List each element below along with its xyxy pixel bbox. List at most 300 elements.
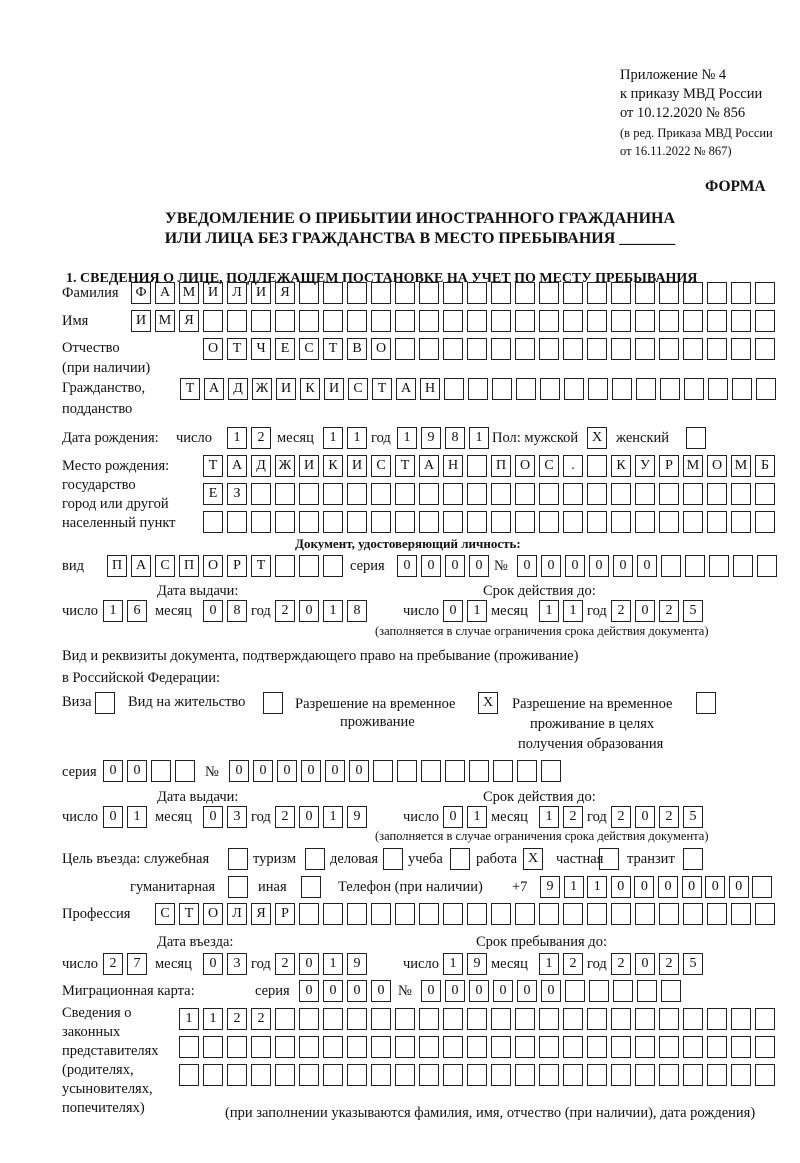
char-cell[interactable]	[541, 760, 561, 782]
char-cell[interactable]	[151, 760, 171, 782]
char-cell[interactable]: 0	[635, 806, 655, 828]
char-cell[interactable]	[755, 1036, 775, 1058]
char-cell[interactable]: 0	[253, 760, 273, 782]
char-cell[interactable]	[395, 282, 415, 304]
char-cell[interactable]: 0	[611, 876, 631, 898]
char-cell[interactable]: 2	[563, 953, 583, 975]
char-cell[interactable]	[371, 282, 391, 304]
char-cell[interactable]	[731, 282, 751, 304]
char-cell[interactable]	[227, 511, 247, 533]
char-cell[interactable]: 0	[634, 876, 654, 898]
char-cell[interactable]	[611, 338, 631, 360]
char-cell[interactable]	[301, 876, 321, 898]
char-cell[interactable]	[685, 555, 705, 577]
char-cell[interactable]	[588, 378, 608, 400]
char-cell[interactable]	[299, 555, 319, 577]
char-cell[interactable]	[443, 903, 463, 925]
char-cell[interactable]	[491, 310, 511, 332]
char-cell[interactable]: 0	[682, 876, 702, 898]
char-cell[interactable]: 0	[299, 806, 319, 828]
char-cell[interactable]: У	[635, 455, 655, 477]
char-cell[interactable]	[659, 1036, 679, 1058]
char-cell[interactable]: 0	[469, 555, 489, 577]
char-cell[interactable]	[683, 310, 703, 332]
char-cell[interactable]: О	[203, 338, 223, 360]
char-cell[interactable]	[686, 427, 706, 449]
char-cell[interactable]: 0	[613, 555, 633, 577]
char-cell[interactable]	[467, 1064, 487, 1086]
char-cell[interactable]: 0	[443, 806, 463, 828]
char-cell[interactable]	[589, 980, 609, 1002]
char-cell[interactable]	[467, 455, 487, 477]
char-cell[interactable]: 9	[467, 953, 487, 975]
char-cell[interactable]: 0	[127, 760, 147, 782]
char-cell[interactable]	[383, 848, 403, 870]
char-cell[interactable]: 1	[539, 600, 559, 622]
char-cell[interactable]: О	[515, 455, 535, 477]
char-cell[interactable]: 2	[251, 427, 271, 449]
char-cell[interactable]	[492, 378, 512, 400]
char-cell[interactable]	[613, 980, 633, 1002]
char-cell[interactable]	[467, 903, 487, 925]
char-cell[interactable]: 2	[275, 953, 295, 975]
char-cell[interactable]	[467, 1036, 487, 1058]
char-cell[interactable]	[275, 1008, 295, 1030]
char-cell[interactable]	[683, 1064, 703, 1086]
char-cell[interactable]	[635, 511, 655, 533]
char-cell[interactable]	[467, 1008, 487, 1030]
char-cell[interactable]: X	[478, 692, 498, 714]
char-cell[interactable]: И	[203, 282, 223, 304]
char-cell[interactable]: 0	[397, 555, 417, 577]
char-cell[interactable]: С	[371, 455, 391, 477]
char-cell[interactable]	[443, 1036, 463, 1058]
char-cell[interactable]	[299, 1064, 319, 1086]
char-cell[interactable]: 0	[589, 555, 609, 577]
char-cell[interactable]	[299, 1036, 319, 1058]
char-cell[interactable]: П	[491, 455, 511, 477]
char-cell[interactable]: И	[276, 378, 296, 400]
char-cell[interactable]	[175, 760, 195, 782]
char-cell[interactable]: С	[299, 338, 319, 360]
char-cell[interactable]	[491, 483, 511, 505]
char-cell[interactable]	[563, 338, 583, 360]
char-cell[interactable]	[635, 338, 655, 360]
char-cell[interactable]	[659, 282, 679, 304]
char-cell[interactable]	[683, 1036, 703, 1058]
char-cell[interactable]: 0	[541, 555, 561, 577]
char-cell[interactable]	[515, 1064, 535, 1086]
char-cell[interactable]	[587, 511, 607, 533]
char-cell[interactable]	[635, 1036, 655, 1058]
char-cell[interactable]	[443, 282, 463, 304]
char-cell[interactable]: О	[707, 455, 727, 477]
char-cell[interactable]	[347, 511, 367, 533]
char-cell[interactable]	[228, 848, 248, 870]
char-cell[interactable]	[347, 282, 367, 304]
char-cell[interactable]: 0	[635, 600, 655, 622]
char-cell[interactable]: 0	[229, 760, 249, 782]
char-cell[interactable]: Л	[227, 282, 247, 304]
char-cell[interactable]	[539, 310, 559, 332]
char-cell[interactable]	[419, 1064, 439, 1086]
char-cell[interactable]: Н	[420, 378, 440, 400]
char-cell[interactable]	[707, 310, 727, 332]
char-cell[interactable]: А	[396, 378, 416, 400]
char-cell[interactable]	[587, 903, 607, 925]
char-cell[interactable]	[755, 903, 775, 925]
char-cell[interactable]	[371, 1036, 391, 1058]
char-cell[interactable]: Р	[227, 555, 247, 577]
char-cell[interactable]	[683, 511, 703, 533]
char-cell[interactable]	[347, 903, 367, 925]
char-cell[interactable]	[611, 483, 631, 505]
char-cell[interactable]: 2	[251, 1008, 271, 1030]
char-cell[interactable]	[419, 310, 439, 332]
char-cell[interactable]	[347, 1008, 367, 1030]
char-cell[interactable]: Ж	[252, 378, 272, 400]
char-cell[interactable]: 8	[445, 427, 465, 449]
char-cell[interactable]: Л	[227, 903, 247, 925]
char-cell[interactable]	[395, 511, 415, 533]
char-cell[interactable]: 1	[587, 876, 607, 898]
char-cell[interactable]: М	[179, 282, 199, 304]
char-cell[interactable]	[563, 483, 583, 505]
char-cell[interactable]: К	[611, 455, 631, 477]
char-cell[interactable]	[565, 980, 585, 1002]
char-cell[interactable]	[443, 310, 463, 332]
char-cell[interactable]: Т	[203, 455, 223, 477]
char-cell[interactable]	[515, 483, 535, 505]
char-cell[interactable]	[305, 848, 325, 870]
char-cell[interactable]	[467, 483, 487, 505]
char-cell[interactable]	[755, 1064, 775, 1086]
char-cell[interactable]	[251, 310, 271, 332]
char-cell[interactable]: 3	[227, 953, 247, 975]
char-cell[interactable]	[731, 483, 751, 505]
char-cell[interactable]: О	[203, 903, 223, 925]
char-cell[interactable]: Р	[659, 455, 679, 477]
char-cell[interactable]: 5	[683, 806, 703, 828]
char-cell[interactable]	[755, 1008, 775, 1030]
char-cell[interactable]: Т	[251, 555, 271, 577]
char-cell[interactable]	[469, 760, 489, 782]
char-cell[interactable]: А	[155, 282, 175, 304]
char-cell[interactable]: 9	[347, 953, 367, 975]
char-cell[interactable]	[659, 338, 679, 360]
char-cell[interactable]	[563, 511, 583, 533]
char-cell[interactable]	[515, 282, 535, 304]
char-cell[interactable]	[203, 1064, 223, 1086]
char-cell[interactable]	[587, 1008, 607, 1030]
char-cell[interactable]	[587, 1036, 607, 1058]
char-cell[interactable]	[419, 282, 439, 304]
char-cell[interactable]	[491, 903, 511, 925]
char-cell[interactable]: Ж	[275, 455, 295, 477]
char-cell[interactable]	[515, 511, 535, 533]
char-cell[interactable]	[659, 903, 679, 925]
char-cell[interactable]	[421, 760, 441, 782]
char-cell[interactable]	[757, 555, 777, 577]
char-cell[interactable]: 1	[467, 600, 487, 622]
char-cell[interactable]	[395, 310, 415, 332]
char-cell[interactable]: Е	[275, 338, 295, 360]
char-cell[interactable]	[707, 511, 727, 533]
char-cell[interactable]	[611, 310, 631, 332]
char-cell[interactable]	[637, 980, 657, 1002]
char-cell[interactable]: И	[324, 378, 344, 400]
char-cell[interactable]	[443, 483, 463, 505]
char-cell[interactable]: 1	[397, 427, 417, 449]
char-cell[interactable]: 2	[611, 600, 631, 622]
char-cell[interactable]: В	[347, 338, 367, 360]
char-cell[interactable]	[515, 338, 535, 360]
char-cell[interactable]: 6	[127, 600, 147, 622]
char-cell[interactable]	[731, 1008, 751, 1030]
char-cell[interactable]	[635, 282, 655, 304]
char-cell[interactable]	[263, 692, 283, 714]
char-cell[interactable]	[323, 1036, 343, 1058]
char-cell[interactable]	[539, 483, 559, 505]
char-cell[interactable]	[445, 760, 465, 782]
char-cell[interactable]	[347, 310, 367, 332]
char-cell[interactable]	[299, 903, 319, 925]
char-cell[interactable]	[323, 310, 343, 332]
char-cell[interactable]: X	[587, 427, 607, 449]
char-cell[interactable]: С	[539, 455, 559, 477]
char-cell[interactable]	[395, 338, 415, 360]
char-cell[interactable]	[683, 848, 703, 870]
char-cell[interactable]: Т	[395, 455, 415, 477]
char-cell[interactable]	[563, 1008, 583, 1030]
char-cell[interactable]	[539, 1008, 559, 1030]
char-cell[interactable]	[539, 282, 559, 304]
char-cell[interactable]: 3	[227, 806, 247, 828]
char-cell[interactable]: 2	[611, 806, 631, 828]
char-cell[interactable]	[203, 511, 223, 533]
char-cell[interactable]: О	[371, 338, 391, 360]
char-cell[interactable]: 5	[683, 953, 703, 975]
char-cell[interactable]: 0	[103, 760, 123, 782]
char-cell[interactable]	[587, 483, 607, 505]
char-cell[interactable]: Я	[251, 903, 271, 925]
char-cell[interactable]: К	[323, 455, 343, 477]
char-cell[interactable]: 1	[323, 953, 343, 975]
char-cell[interactable]	[450, 848, 470, 870]
char-cell[interactable]	[661, 555, 681, 577]
char-cell[interactable]	[540, 378, 560, 400]
char-cell[interactable]: А	[227, 455, 247, 477]
char-cell[interactable]: Д	[251, 455, 271, 477]
char-cell[interactable]	[299, 310, 319, 332]
char-cell[interactable]: 1	[563, 600, 583, 622]
char-cell[interactable]	[371, 903, 391, 925]
char-cell[interactable]	[203, 310, 223, 332]
char-cell[interactable]: Ч	[251, 338, 271, 360]
char-cell[interactable]	[611, 903, 631, 925]
char-cell[interactable]: И	[251, 282, 271, 304]
char-cell[interactable]	[661, 980, 681, 1002]
char-cell[interactable]: 0	[203, 806, 223, 828]
char-cell[interactable]: И	[299, 455, 319, 477]
char-cell[interactable]	[491, 1036, 511, 1058]
char-cell[interactable]: 0	[349, 760, 369, 782]
char-cell[interactable]	[515, 1036, 535, 1058]
char-cell[interactable]: П	[107, 555, 127, 577]
char-cell[interactable]	[299, 511, 319, 533]
char-cell[interactable]: 2	[227, 1008, 247, 1030]
char-cell[interactable]: М	[731, 455, 751, 477]
char-cell[interactable]: 8	[347, 600, 367, 622]
char-cell[interactable]	[419, 511, 439, 533]
char-cell[interactable]	[395, 903, 415, 925]
char-cell[interactable]	[95, 692, 115, 714]
char-cell[interactable]: А	[131, 555, 151, 577]
char-cell[interactable]	[635, 310, 655, 332]
char-cell[interactable]	[299, 282, 319, 304]
char-cell[interactable]	[395, 483, 415, 505]
char-cell[interactable]	[660, 378, 680, 400]
char-cell[interactable]: 0	[517, 555, 537, 577]
char-cell[interactable]	[347, 483, 367, 505]
char-cell[interactable]: 2	[659, 600, 679, 622]
char-cell[interactable]	[443, 1008, 463, 1030]
char-cell[interactable]	[707, 1064, 727, 1086]
char-cell[interactable]	[275, 555, 295, 577]
char-cell[interactable]: Т	[372, 378, 392, 400]
char-cell[interactable]: 0	[443, 600, 463, 622]
char-cell[interactable]: 0	[203, 600, 223, 622]
char-cell[interactable]	[709, 555, 729, 577]
char-cell[interactable]: 0	[469, 980, 489, 1002]
char-cell[interactable]: 1	[103, 600, 123, 622]
char-cell[interactable]	[563, 310, 583, 332]
char-cell[interactable]	[539, 1036, 559, 1058]
char-cell[interactable]: 0	[103, 806, 123, 828]
char-cell[interactable]	[323, 483, 343, 505]
char-cell[interactable]	[371, 483, 391, 505]
char-cell[interactable]	[419, 338, 439, 360]
char-cell[interactable]	[443, 511, 463, 533]
char-cell[interactable]	[635, 903, 655, 925]
char-cell[interactable]	[323, 555, 343, 577]
char-cell[interactable]	[299, 1008, 319, 1030]
char-cell[interactable]	[755, 282, 775, 304]
char-cell[interactable]	[395, 1036, 415, 1058]
char-cell[interactable]	[419, 1036, 439, 1058]
char-cell[interactable]	[756, 378, 776, 400]
char-cell[interactable]	[731, 1064, 751, 1086]
char-cell[interactable]: И	[347, 455, 367, 477]
char-cell[interactable]: 1	[179, 1008, 199, 1030]
char-cell[interactable]: А	[419, 455, 439, 477]
char-cell[interactable]	[683, 338, 703, 360]
char-cell[interactable]	[371, 310, 391, 332]
char-cell[interactable]	[587, 338, 607, 360]
char-cell[interactable]: 0	[421, 555, 441, 577]
char-cell[interactable]: П	[179, 555, 199, 577]
char-cell[interactable]: 1	[227, 427, 247, 449]
char-cell[interactable]	[395, 1064, 415, 1086]
char-cell[interactable]: 0	[347, 980, 367, 1002]
char-cell[interactable]	[707, 1008, 727, 1030]
char-cell[interactable]	[491, 282, 511, 304]
char-cell[interactable]: 0	[705, 876, 725, 898]
char-cell[interactable]	[251, 1064, 271, 1086]
char-cell[interactable]	[732, 378, 752, 400]
char-cell[interactable]	[659, 1008, 679, 1030]
char-cell[interactable]	[371, 511, 391, 533]
char-cell[interactable]	[227, 310, 247, 332]
char-cell[interactable]: 0	[203, 953, 223, 975]
char-cell[interactable]: И	[131, 310, 151, 332]
char-cell[interactable]: 0	[517, 980, 537, 1002]
char-cell[interactable]: Н	[443, 455, 463, 477]
char-cell[interactable]	[419, 903, 439, 925]
char-cell[interactable]	[323, 282, 343, 304]
char-cell[interactable]: 0	[565, 555, 585, 577]
char-cell[interactable]	[347, 1036, 367, 1058]
char-cell[interactable]	[419, 1008, 439, 1030]
char-cell[interactable]	[419, 483, 439, 505]
char-cell[interactable]	[635, 1064, 655, 1086]
char-cell[interactable]	[468, 378, 488, 400]
char-cell[interactable]: 0	[299, 600, 319, 622]
char-cell[interactable]	[731, 1036, 751, 1058]
char-cell[interactable]: 9	[421, 427, 441, 449]
char-cell[interactable]: 9	[540, 876, 560, 898]
char-cell[interactable]: Я	[275, 282, 295, 304]
char-cell[interactable]	[587, 282, 607, 304]
char-cell[interactable]: Т	[179, 903, 199, 925]
char-cell[interactable]	[493, 760, 513, 782]
char-cell[interactable]	[752, 876, 772, 898]
char-cell[interactable]: 1	[539, 806, 559, 828]
char-cell[interactable]	[467, 310, 487, 332]
char-cell[interactable]: 0	[323, 980, 343, 1002]
char-cell[interactable]: 0	[445, 980, 465, 1002]
char-cell[interactable]	[659, 310, 679, 332]
char-cell[interactable]	[347, 1064, 367, 1086]
char-cell[interactable]: З	[227, 483, 247, 505]
char-cell[interactable]	[275, 511, 295, 533]
char-cell[interactable]: С	[155, 903, 175, 925]
char-cell[interactable]	[563, 282, 583, 304]
char-cell[interactable]: 0	[421, 980, 441, 1002]
char-cell[interactable]	[755, 511, 775, 533]
char-cell[interactable]	[696, 692, 716, 714]
char-cell[interactable]: 0	[729, 876, 749, 898]
char-cell[interactable]: 1	[539, 953, 559, 975]
char-cell[interactable]: А	[204, 378, 224, 400]
char-cell[interactable]	[323, 1064, 343, 1086]
char-cell[interactable]	[443, 1064, 463, 1086]
char-cell[interactable]	[635, 1008, 655, 1030]
char-cell[interactable]: 0	[325, 760, 345, 782]
char-cell[interactable]: 0	[658, 876, 678, 898]
char-cell[interactable]: Б	[755, 455, 775, 477]
char-cell[interactable]: М	[683, 455, 703, 477]
char-cell[interactable]: 0	[635, 953, 655, 975]
char-cell[interactable]	[275, 483, 295, 505]
char-cell[interactable]: 1	[469, 427, 489, 449]
char-cell[interactable]: 0	[541, 980, 561, 1002]
char-cell[interactable]	[683, 1008, 703, 1030]
char-cell[interactable]	[491, 511, 511, 533]
char-cell[interactable]: 0	[637, 555, 657, 577]
char-cell[interactable]: 0	[299, 980, 319, 1002]
char-cell[interactable]	[563, 1036, 583, 1058]
